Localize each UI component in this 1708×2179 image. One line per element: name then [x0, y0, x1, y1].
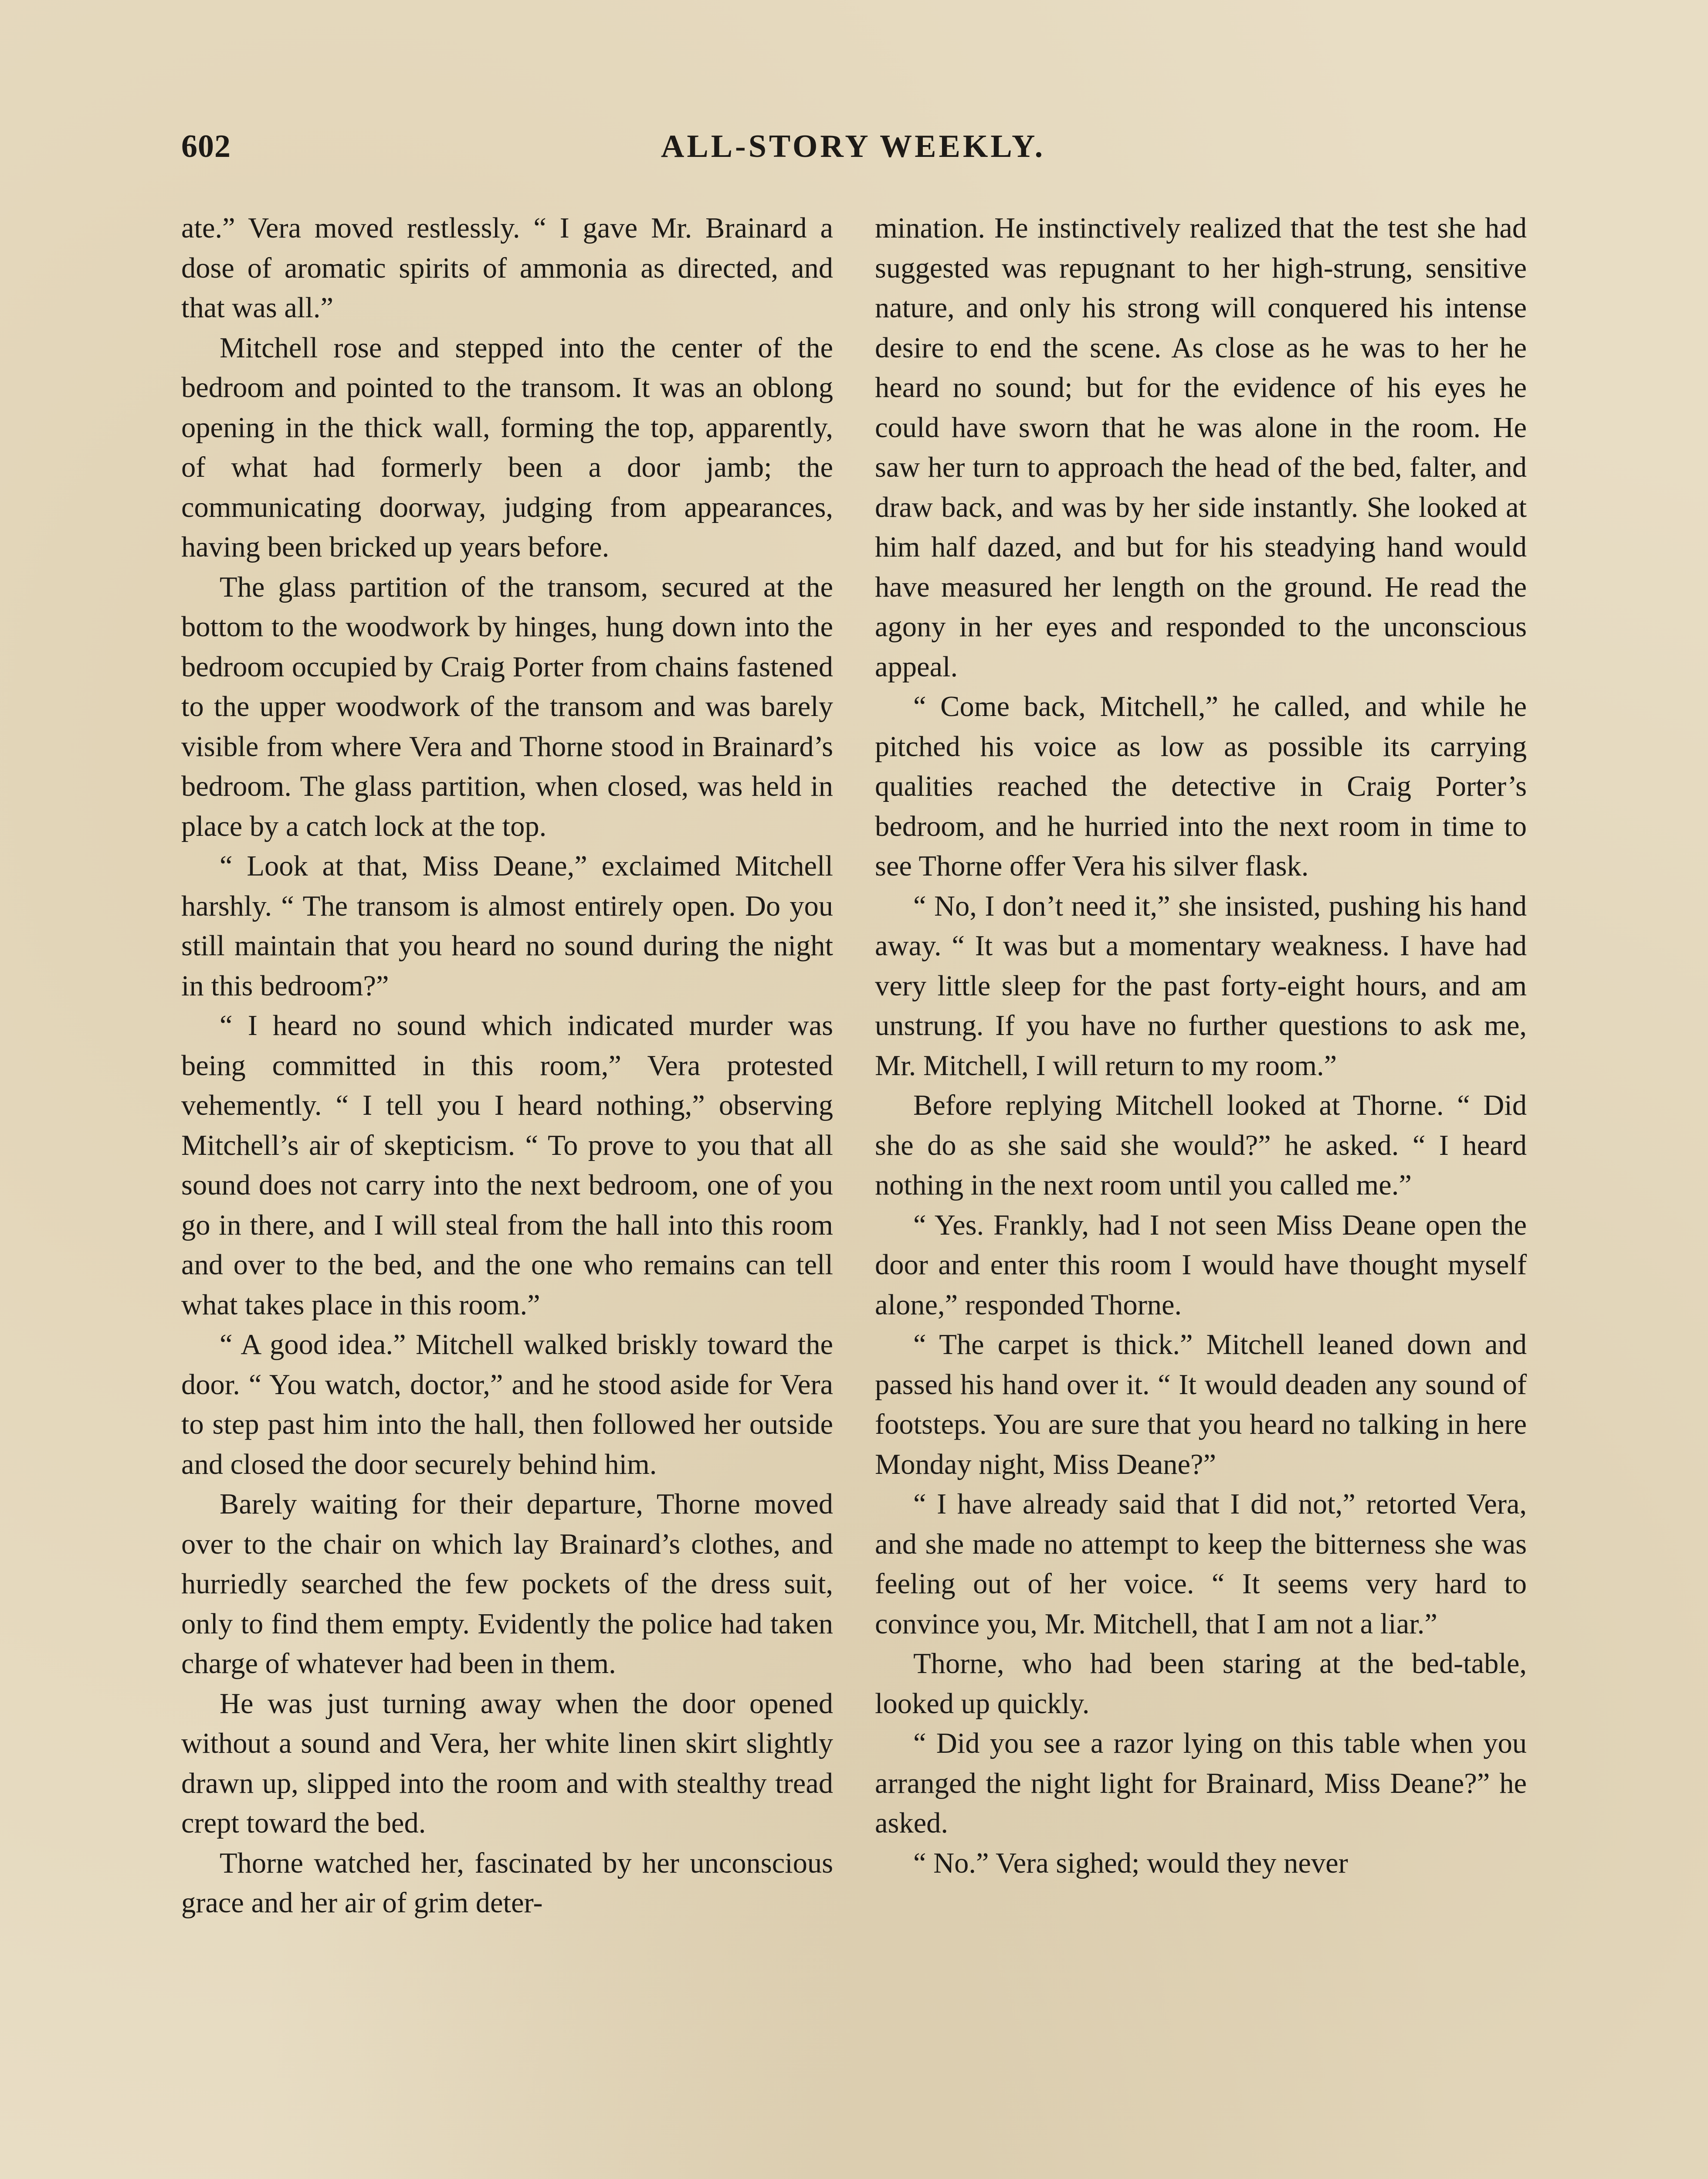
paragraph: Thorne watched her, fascinated by her unconscious grace and her air of grim deter- — [181, 1847, 833, 1919]
paragraph: “ No.” Vera sighed; would they never — [913, 1847, 1348, 1879]
page-header — [181, 128, 1525, 176]
paragraph: Before replying Mitchell looked at Thorne. “ Did she do as she said she would?” he asked. “ I heard nothing in the next room until you called me.” — [875, 1090, 1527, 1201]
paragraph: “ Look at that, Miss Deane,” exclaimed Mitchell harshly. “ The transom is almost entirely open. Do you still maintain that you heard no sound during the night in this bedroom?” — [181, 850, 833, 1002]
right-column — [875, 208, 1527, 1883]
paragraph: Thorne, who had been staring at the bed-table, looked up quickly. — [875, 1648, 1527, 1720]
paragraph: “ Come back, Mitchell,” he called, and while he pitched his voice as low as possible its carrying qualities reached the detective in Craig Porter’s bedroom, and he hurried into the next room in time to see Thorne offer Vera his silver flask. — [875, 691, 1527, 882]
running-head: ALL-STORY WEEKLY. — [661, 129, 1046, 164]
paragraph: “ I have already said that I did not,” retorted Vera, and she made no attempt to keep the bitterness she was feeling out of her voice. “ It seems very hard to convince you, Mr. Mitchell, that I am not a liar.” — [875, 1488, 1527, 1640]
paragraph: ate.” Vera moved restlessly. “ I gave Mr. Brainard a dose of aromatic spirits of ammonia as directed, and that was all.” — [181, 212, 833, 324]
paragraph: The glass partition of the transom, secured at the bottom to the woodwork by hinges, hung down into the bedroom occupied by Craig Porter from chains fastened to the upper woodwork of the transom and was barely visible from where Vera and Thorne stood in Brainard’s bedroom. The glass partition, when closed, was held in place by a catch lock at the top. — [181, 571, 833, 842]
page-number: 602 — [181, 129, 231, 164]
paragraph: Barely waiting for their departure, Thorne moved over to the chair on which lay Brainard’s clothes, and hurriedly searched the few pockets of the dress suit, only to find them empty. Evidently the police had taken charge of whatever had been in them. — [181, 1488, 833, 1680]
paragraph: mination. He instinctively realized that the test she had suggested was repugnant to her high-strung, sensitive nature, and only his strong will conquered his intense desire to end the scene. As close as he was to her he heard no sound; but for the evidence of his eyes he could have sworn that he was alone in the room. He saw her turn to approach the head of the bed, falter, and draw back, and was by her side instantly. She looked at him half dazed, and but for his steadying hand would have measured her length on the ground. He read the agony in her eyes and responded to the unconscious appeal. — [875, 212, 1527, 683]
paragraph: “ I heard no sound which indicated murder was being committed in this room,” Vera protested vehemently. “ I tell you I heard nothing,” observing Mitchell’s air of skepticism. “ To prove to you that all sound does not carry into the next bedroom, one of you go in there, and I will steal from the hall into this room and over to the bed, and the one who remains can tell what takes place in this room.” — [181, 1010, 833, 1321]
left-column — [181, 208, 833, 1923]
paragraph: “ A good idea.” Mitchell walked briskly toward the door. “ You watch, doctor,” and he stood aside for Vera to step past him into the hall, then followed her outside and closed the door securely behind him. — [181, 1329, 833, 1480]
paragraph: “ Yes. Frankly, had I not seen Miss Deane open the door and enter this room I would have thought myself alone,” responded Thorne. — [875, 1209, 1527, 1321]
paragraph: Mitchell rose and stepped into the center of the bedroom and pointed to the transom. It was an oblong opening in the thick wall, forming the top, apparently, of what had formerly been a door jamb; the communicating doorway, judging from appearances, having been bricked up years before. — [181, 332, 833, 563]
paragraph: “ No, I don’t need it,” she insisted, pushing his hand away. “ It was but a momentary weakness. I have had very little sleep for the past forty-eight hours, and am unstrung. If you have no further questions to ask me, Mr. Mitchell, I will return to my room.” — [875, 890, 1527, 1082]
paragraph: “ Did you see a razor lying on this table when you arranged the night light for Brainard, Miss Deane?” he asked. — [875, 1728, 1527, 1839]
paragraph: “ The carpet is thick.” Mitchell leaned down and passed his hand over it. “ It would deaden any sound of footsteps. You are sure that you heard no talking in here Monday night, Miss Deane?” — [875, 1329, 1527, 1480]
paragraph: He was just turning away when the door opened without a sound and Vera, her white linen skirt slightly drawn up, slipped into the room and with stealthy tread crept toward the bed. — [181, 1687, 833, 1839]
